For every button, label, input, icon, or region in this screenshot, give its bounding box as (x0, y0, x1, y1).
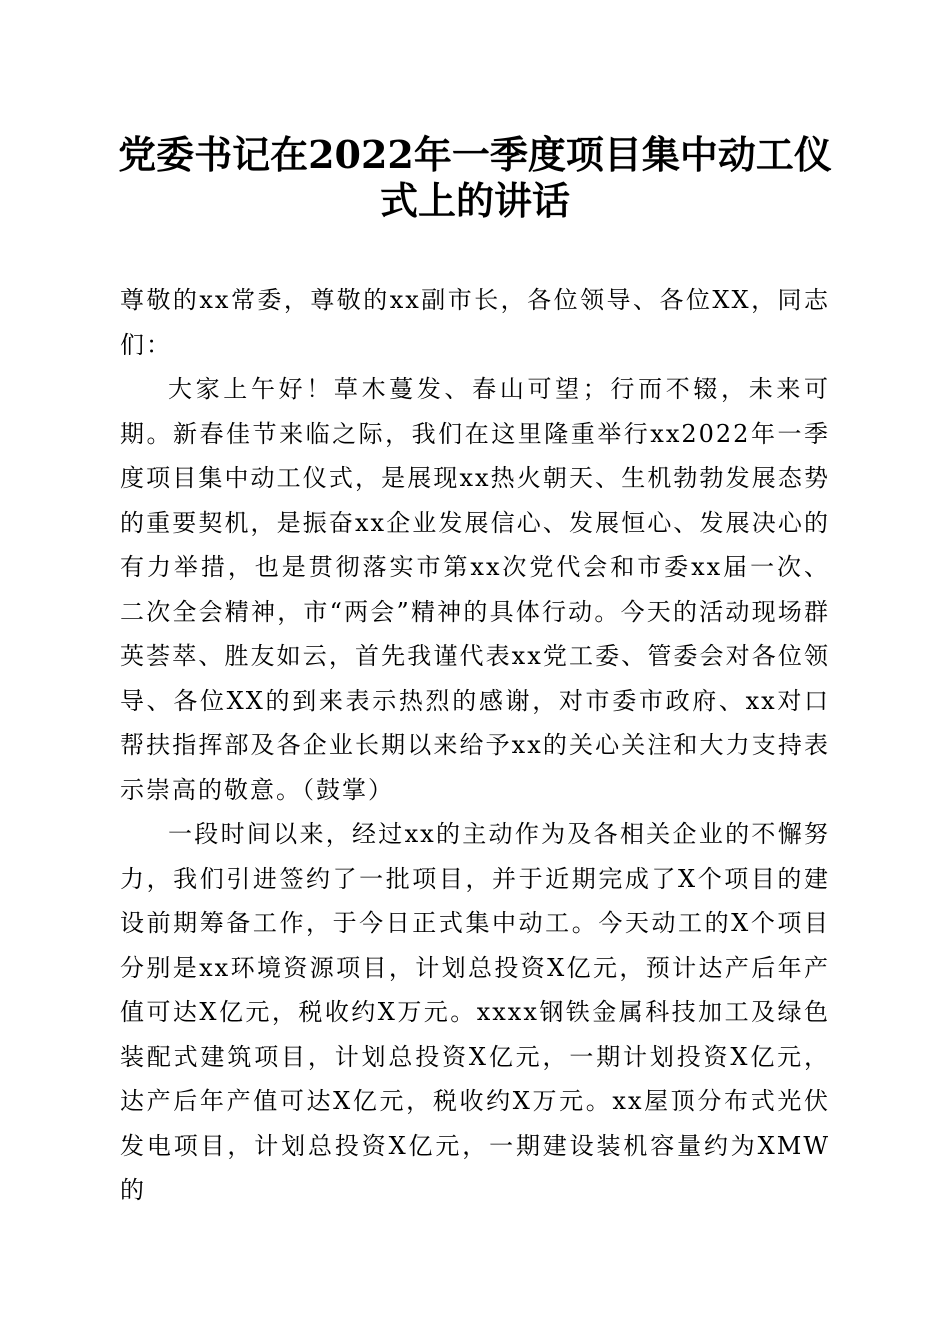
salutation: 尊敬的xx常委，尊敬的xx副市长，各位领导、各位XX，同志们： (120, 286, 830, 359)
document-body (120, 278, 830, 1213)
document-title: 党委书记在2022年一季度项目集中动工仪式上的讲话 (118, 132, 832, 223)
paragraph-1: 大家上午好！草木蔓发、春山可望；行而不辍，未来可期。新春佳节来临之际，我们在这里隆重举行xx2022年一季度项目集中动工仪式，是展现xx热火朝天、生机勃勃发展态势的重要契机，是振奋xx企业发展信心、发展恒心、发展决心的有力举措，也是贯彻落实市第xx次党代会和市委xx届一次、二次全会精神，市“两会”精神的具体行动。今天的活动现场群英荟萃、胜友如云，首先我谨代表xx党工委、管委会对各位领导、各位XX的到来表示热烈的感谢，对市委市政府、xx对口帮扶指挥部及各企业长期以来给予xx的关心关注和大力支持表示崇高的敬意。（鼓掌） (120, 375, 830, 804)
paragraph-2: 一段时间以来，经过xx的主动作为及各相关企业的不懈努力，我们引进签约了一批项目，并于近期完成了X个项目的建设前期筹备工作，于今日正式集中动工。今天动工的X个项目分别是xx环境资源项目，计划总投资X亿元，预计达产后年产值可达X亿元，税收约X万元。xxxx钢铁金属科技加工及绿色装配式建筑项目，计划总投资X亿元，一期计划投资X亿元，达产后年产值可达X亿元，税收约X万元。xx屋顶分布式光伏发电项目，计划总投资X亿元，一期建设装机容量约为XMW的 (120, 820, 830, 1204)
